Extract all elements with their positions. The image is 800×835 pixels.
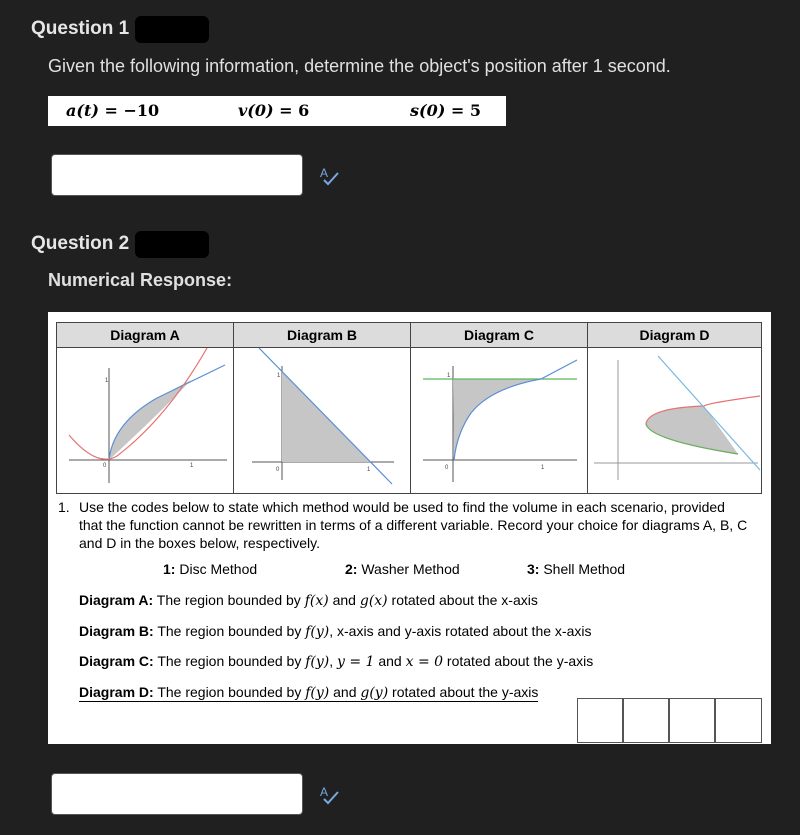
redacted-score-badge xyxy=(135,231,209,258)
diagram-b-blue-line xyxy=(259,348,392,484)
diagram-d-graph xyxy=(588,348,761,493)
question-1-prompt: Given the following information, determine the object's position after 1 second. xyxy=(48,56,671,76)
answer-code-boxes xyxy=(577,698,762,743)
instruction-number: 1. xyxy=(58,499,70,515)
question-1-answer-input[interactable] xyxy=(51,154,303,196)
question-1-title: Question 1 xyxy=(31,18,130,39)
diagram-a-blue-curve xyxy=(109,365,225,460)
instruction-text: Use the codes below to state which method would be used to find the volume in each scenario, provided that the function cannot be rewritten in terms of a different variable. Record your choice for diagrams A, B, C and D in the boxes below, respectively. xyxy=(79,499,748,551)
redacted-score-badge xyxy=(135,16,209,43)
diagram-b-description: Diagram B: The region bounded by f(y), x-axis and y-axis rotated about the x-axis xyxy=(79,623,592,640)
answer-box-d xyxy=(715,698,762,743)
diagram-b-ytick-1: 1 xyxy=(277,373,281,379)
diagram-a-header: Diagram A xyxy=(57,323,234,348)
question-2-title: Question 2 xyxy=(31,233,130,254)
given-equations-bar xyxy=(48,96,506,126)
diagram-b-header: Diagram B xyxy=(234,323,411,348)
diagram-c-tick-0: 0 xyxy=(445,465,449,471)
diagram-c-ytick-1: 1 xyxy=(447,373,451,379)
answer-box-a xyxy=(577,698,623,743)
answer-box-c xyxy=(669,698,715,743)
question-2-image-panel xyxy=(48,312,771,744)
diagram-d-header: Diagram D xyxy=(588,323,761,348)
equation-position: s(0) = 5 xyxy=(410,101,481,120)
diagram-c-tick-1: 1 xyxy=(541,465,545,471)
diagram-b-graph xyxy=(234,348,411,493)
question-2-prompt: Numerical Response: xyxy=(48,270,233,290)
diagram-a-red-curve xyxy=(69,348,207,459)
diagram-a-ytick-1: 1 xyxy=(105,378,109,384)
method-3: 3: Shell Method xyxy=(527,561,626,577)
diagram-a-graph xyxy=(57,348,234,493)
spellcheck-icon[interactable] xyxy=(318,783,340,805)
diagram-b-tick-0: 0 xyxy=(276,467,280,473)
svg-text:A: A xyxy=(320,166,329,180)
diagram-c-graph xyxy=(411,348,588,493)
equation-velocity: v(0) = 6 xyxy=(238,101,310,120)
question-2-answer-input[interactable] xyxy=(51,773,303,815)
diagram-a-tick-1: 1 xyxy=(190,463,194,469)
diagram-a-description: Diagram A: The region bounded by f(x) and g(x) rotated about the x-axis xyxy=(79,592,538,609)
diagram-table xyxy=(56,322,762,494)
diagram-a-tick-0: 0 xyxy=(103,463,107,469)
diagram-b-tick-1: 1 xyxy=(367,467,371,473)
diagram-d-description: Diagram D: The region bounded by f(y) and g(y) rotated about the y-axis xyxy=(79,684,539,701)
diagram-c-description: Diagram C: The region bounded by f(y), y = 1 and x = 0 rotated about the y-axis xyxy=(79,653,594,670)
answer-box-b xyxy=(623,698,669,743)
method-1: 1: Disc Method xyxy=(163,561,258,577)
method-2: 2: Washer Method xyxy=(345,561,460,577)
equation-acceleration: a(t) = −10 xyxy=(66,101,160,120)
spellcheck-icon[interactable] xyxy=(318,164,340,186)
diagram-c-header: Diagram C xyxy=(411,323,588,348)
svg-text:A: A xyxy=(320,785,329,799)
